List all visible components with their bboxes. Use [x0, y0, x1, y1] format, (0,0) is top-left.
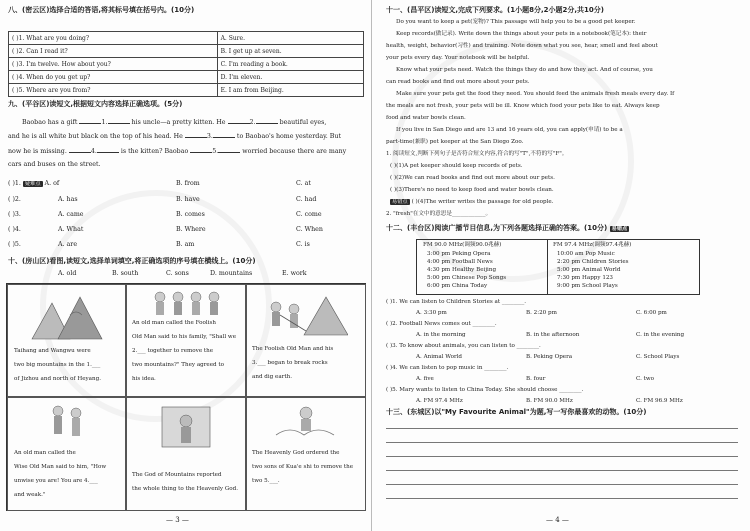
schedule-item: 5:00 pm Chinese Pop Songs: [427, 275, 507, 281]
mc-question: ( )3. To know about animals, you can listen to ________.: [386, 343, 541, 349]
panel-line: two mountains?" They agreed to: [132, 362, 225, 368]
option-row: ( )1. 疑难点 A. of: [8, 180, 60, 187]
option-number: ( )4.: [8, 226, 21, 233]
schedule-item: 6:00 pm China Today: [427, 283, 488, 289]
option: B. Where: [176, 226, 206, 233]
option: C. When: [296, 226, 323, 233]
story-panel: [125, 396, 247, 511]
mc-option: A. in the morning: [416, 332, 466, 338]
digging-illustration: [264, 291, 348, 337]
panel-line: The Heavenly God ordered the: [252, 450, 340, 456]
schedule-item: 4:00 pm Football News: [427, 259, 493, 265]
page-number: — 3 —: [166, 516, 189, 524]
mc-option: C. 6:00 pm: [636, 310, 667, 316]
mc-question: ( )4. We can listen to pop music in ________.: [386, 365, 509, 371]
mountain-illustration: [30, 295, 104, 341]
mc-option: B. 2:20 pm: [526, 310, 557, 316]
schedule-item: 3:00 pm Peking Opera: [427, 251, 491, 257]
passage-line: the meals are not fresh, your pets will be ill. Know which food your pets like to eat. Always keep: [386, 103, 660, 109]
schedule-item: 10:00 am Pop Music: [557, 251, 615, 257]
answer-option: D. I'm eleven.: [217, 71, 363, 84]
mc-question: ( )1. We can listen to Children Stories at ________.: [386, 299, 527, 305]
passage-line: and he is all white but black on the top of his head. He 3. to Baobao's home yesterday. But: [8, 133, 342, 140]
story-panel: [7, 284, 127, 398]
question: ( )1. What are you doing?: [9, 32, 218, 45]
writing-line[interactable]: [386, 456, 738, 457]
passage-line: Keep records(做记录). Write down the things about your pets in a notebook(笔记本): their: [396, 31, 647, 37]
writing-line[interactable]: [386, 470, 738, 471]
option: C. come: [296, 211, 322, 218]
word-option: A. old: [58, 270, 77, 277]
section-11-title: 十一、(昌平区)读短文,完成下列要求。(1小题8分,2小题2分,共10分): [386, 6, 604, 14]
option: A. are: [58, 241, 78, 248]
schedule-item: 9:00 pm School Plays: [557, 283, 618, 289]
answer-option: C. I'm reading a book.: [217, 58, 363, 71]
panel-line: his idea.: [132, 376, 156, 382]
option: A. What: [58, 226, 84, 233]
schedule-item: 5:00 pm Animal World: [557, 267, 621, 273]
schedule-header: FM 90.0 MHz(调频90.0兆赫): [423, 242, 502, 248]
mc-option: C. School Plays: [636, 354, 680, 360]
passage-line: If you live in San Diego and are 13 and 16 years old, you can apply(申请) to be a: [396, 127, 623, 133]
question-prompt: 1. 阅读短文,判断下列句子是否符合短文内容,符合的写"T",不符的写"F"。: [386, 151, 568, 157]
story-grid: [6, 283, 366, 511]
option: B. am: [176, 241, 195, 248]
radio-schedule-box: [416, 239, 700, 295]
panel-line: An old man called the Foolish: [132, 320, 216, 326]
panel-line: the whole thing to the Heavenly God.: [132, 486, 239, 492]
option: A. came: [58, 211, 84, 218]
option: B. from: [176, 180, 200, 187]
section-9-title: 九、(平谷区)读短文,根据短文内容选择正确选项。(5分): [8, 100, 183, 108]
schedule-item: 4:30 pm Healthy Beijing: [427, 267, 497, 273]
panel-line: The Foolish Old Man and his: [252, 346, 334, 352]
answer-option: B. I get up at seven.: [217, 45, 363, 58]
word-option: D. mountains: [210, 270, 253, 277]
panel-line: two 5.___.: [252, 478, 280, 484]
difficulty-tag: 易错点: [611, 226, 628, 232]
schedule-divider: [547, 240, 548, 294]
left-page: [0, 0, 372, 531]
story-panel: [125, 284, 247, 398]
option-number: ( )5.: [8, 241, 21, 248]
passage-line: Know what your pets need. Watch the things they do and how they act. And of course, you: [396, 67, 653, 73]
story-panel: [7, 396, 127, 511]
judgement-item: ( )(3)There's no need to keep food and water bowls clean.: [390, 187, 554, 193]
judgement-item: ( )(1)A pet keeper should keep records of pets.: [390, 163, 523, 169]
panel-line: and weak.": [14, 492, 46, 498]
section-12-title: 十二、(丰台区)阅读广播节目信息,为下列各题选择正确的答案。(10分) 易错点: [386, 224, 628, 232]
answer-option: E. I am from Beijing.: [217, 84, 363, 97]
panel-line: two sons of Kua'e shi to remove the: [252, 464, 354, 470]
passage-line: can read books and find out more about your pets.: [386, 79, 530, 85]
mc-question: ( )2. Football News comes out ________.: [386, 321, 497, 327]
section-13-title: 十三、(东城区)以"My Favourite Animal"为题,写一写你最喜欢的动物。(10分): [386, 408, 647, 416]
word-option: B. south: [112, 270, 139, 277]
option: B. have: [176, 196, 200, 203]
passage-line: now he is missing. 4. is the kitten? Baobao 5. worried because there are many: [8, 148, 347, 155]
schedule-item: 7:30 pm Happy 123: [557, 275, 613, 281]
writing-line[interactable]: [386, 484, 738, 485]
panel-line: unwise you are! You are 4.___: [14, 478, 98, 484]
panel-line: The God of Mountains reported: [132, 472, 222, 478]
mc-option: B. four: [526, 376, 546, 382]
mc-option: C. FM 96.9 MHz: [636, 398, 683, 404]
passage-line: cars and buses on the street.: [8, 161, 101, 168]
mc-option: C. two: [636, 376, 655, 382]
passage-line: food and water bowls clean.: [386, 115, 466, 121]
option: C. at: [296, 180, 311, 187]
panel-line: and dig earth.: [252, 374, 292, 380]
schedule-header: FM 97.4 MHz(调频97.4兆赫): [553, 242, 632, 248]
right-page: [372, 0, 750, 531]
question: ( )2. Can I read it?: [9, 45, 218, 58]
question: ( )5. Where are you from?: [9, 84, 218, 97]
matching-table: [8, 31, 364, 97]
answer-option: A. Sure.: [217, 32, 363, 45]
mc-option: A. five: [416, 376, 434, 382]
passage-line: health, weight, behavior(习性) and training. Note down what you see, hear, smell and feel about: [386, 43, 658, 49]
panel-line: of Jizhou and north of Heyang.: [14, 376, 101, 382]
passage-line: Do you want to keep a pet(宠物)? This passage will help you to be a good pet keeper.: [396, 19, 636, 25]
word-option: C. sons: [166, 270, 189, 277]
page-number: — 4 —: [546, 516, 569, 524]
mc-option: C. in the evening: [636, 332, 685, 338]
passage-line: part-time(兼职) pet keeper at the San Diego Zoo.: [386, 139, 524, 145]
option: C. had: [296, 196, 317, 203]
judgement-item: ( )(2)We can read books and find out more about our pets.: [390, 175, 555, 181]
god-illustration: [156, 403, 216, 451]
writing-line[interactable]: [386, 498, 738, 499]
schedule-item: 2:20 pm Children Stories: [557, 259, 629, 265]
panel-line: 3.___ began to break rocks: [252, 360, 328, 366]
panel-line: two big mountains in the 1.___: [14, 362, 101, 368]
panel-line: Taihang and Wangwu were: [14, 348, 91, 354]
mc-option: A. FM 97.4 MHz: [416, 398, 463, 404]
mc-option: B. in the afternoon: [526, 332, 580, 338]
writing-line[interactable]: [386, 442, 738, 443]
question-prompt: 2. "fresh"在文中的意思是____________。: [386, 211, 492, 217]
panel-line: An old man called the: [14, 450, 76, 456]
option-number: ( )2.: [8, 196, 21, 203]
option-number: ( )3.: [8, 211, 21, 218]
passage-line: Make sure your pets get the food they need. You should feed the animals fresh meals every day. If: [396, 91, 675, 97]
difficulty-tag: 疑难点: [24, 181, 41, 187]
judgement-item: 易错点 ( )(4)The writer writes the passage for old people.: [392, 199, 554, 205]
heavenly-god-illustration: [272, 401, 338, 441]
mc-option: B. FM 90.0 MHz: [526, 398, 573, 404]
option: A. has: [58, 196, 78, 203]
option: B. comes: [176, 211, 205, 218]
section-10-title: 十、(房山区)看图,读短文,选择单词填空,将正确选项的序号填在横线上。(10分): [8, 257, 256, 265]
mc-option: A. 3:30 pm: [416, 310, 447, 316]
mc-option: B. Peking Opera: [526, 354, 573, 360]
panel-line: Old Man said to his family, "Shall we: [132, 334, 237, 340]
writing-line[interactable]: [386, 428, 738, 429]
family-illustration: [148, 289, 226, 317]
difficulty-tag: 易错点: [392, 199, 408, 205]
panel-line: Wise Old Man said to him, "How: [14, 464, 107, 470]
word-option: E. work: [282, 270, 307, 277]
section-8-title: 八、(密云区)选择合适的答语,将其标号填在括号内。(10分): [8, 6, 195, 14]
passage-line: Baobao has a gift 1. his uncle—a pretty kitten. He 2. beautiful eyes,: [22, 119, 327, 126]
story-panel: [245, 396, 366, 511]
old-men-illustration: [48, 401, 88, 447]
mc-question: ( )5. Mary wants to listen to China Today. She should choose ________.: [386, 387, 584, 393]
panel-line: 2.___ together to remove the: [132, 348, 214, 354]
option: C. is: [296, 241, 310, 248]
question: ( )3. I'm twelve. How about you?: [9, 58, 218, 71]
story-panel: [245, 284, 366, 398]
mc-option: A. Animal World: [416, 354, 463, 360]
passage-line: your pets every day. Your notebook will be helpful.: [386, 55, 530, 61]
question: ( )4. When do you get up?: [9, 71, 218, 84]
